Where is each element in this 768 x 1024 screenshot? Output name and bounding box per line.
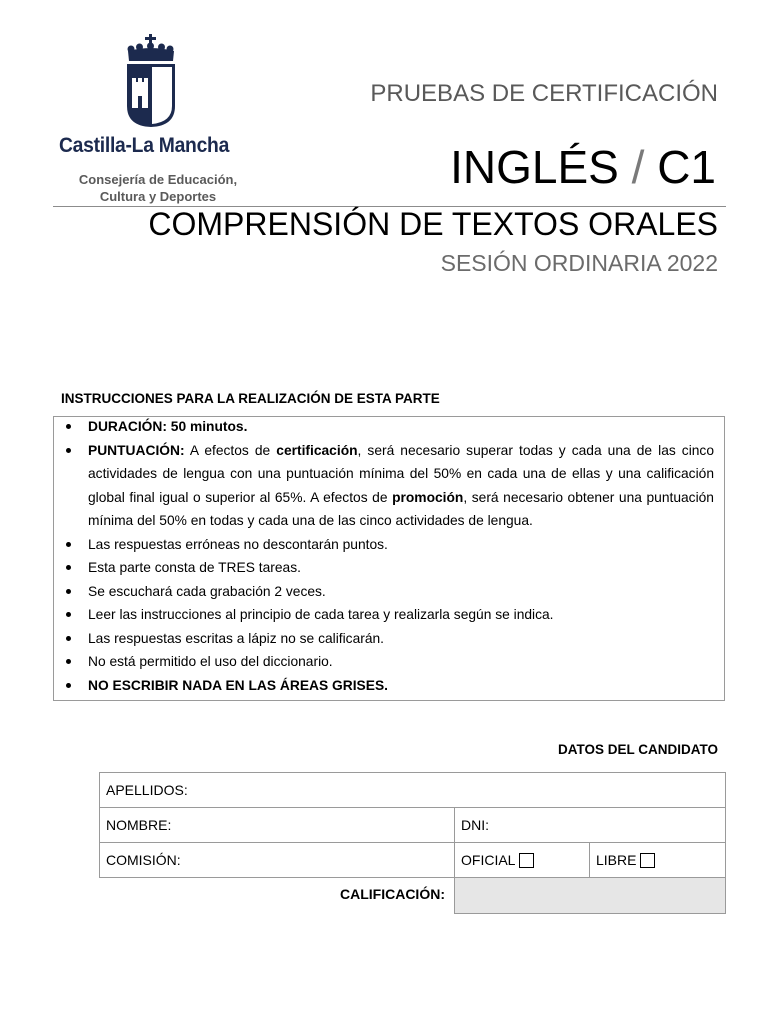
comision-label: COMISIÓN: (106, 852, 181, 868)
list-item (88, 439, 714, 533)
exam-language-level (450, 140, 716, 194)
apellidos-field[interactable] (99, 772, 726, 808)
puntuacion-bold: promoción (392, 489, 464, 505)
list-item: Las respuestas erróneas no descontarán puntos. (88, 533, 714, 557)
libre-option (589, 842, 726, 878)
puntuacion-label: PUNTUACIÓN: (88, 442, 185, 458)
apellidos-label: APELLIDOS: (106, 782, 188, 798)
org-name: Castilla-La Mancha (59, 134, 230, 157)
list-item: Leer las instrucciones al principio de cada tarea y realizarla según se indica. (88, 603, 714, 627)
org-logo (55, 34, 255, 204)
list-item: No está permitido el uso del diccionario. (88, 650, 714, 674)
section-title: COMPRENSIÓN DE TEXTOS ORALES (148, 206, 718, 242)
oficial-option (454, 842, 590, 878)
crown-shield-emblem-icon (125, 34, 177, 128)
puntuacion-text: , será necesario obtener una puntuación mínima del 50% en todas y cada una de las cinco actividades de lengua. (88, 489, 714, 528)
instructions-box (53, 416, 725, 701)
list-item (88, 415, 714, 439)
list-item: Esta parte consta de TRES tareas. (88, 556, 714, 580)
instructions-title: INSTRUCCIONES PARA LA REALIZACIÓN DE ESTA PARTE (61, 391, 440, 406)
separator: / (618, 141, 658, 193)
list-item (88, 674, 714, 698)
warning-text: NO ESCRIBIR NADA EN LAS ÁREAS GRISES. (88, 677, 388, 693)
calificacion-grey-area (454, 877, 726, 914)
nombre-label: NOMBRE: (106, 817, 172, 833)
candidate-form (99, 772, 726, 914)
dni-field[interactable] (454, 807, 726, 843)
language: INGLÉS (450, 141, 619, 193)
org-subtitle: Consejería de Educación, Cultura y Deportes (78, 172, 238, 204)
dni-label: DNI: (461, 817, 489, 833)
puntuacion-text: A efectos de (184, 442, 277, 458)
comision-field[interactable] (99, 842, 455, 878)
duracion-text: DURACIÓN: 50 minutos. (88, 419, 248, 434)
calificacion-label: CALIFICACIÓN: (340, 886, 445, 902)
libre-label: LIBRE (596, 852, 637, 868)
session-title: SESIÓN ORDINARIA 2022 (440, 250, 718, 276)
level: C1 (657, 141, 716, 193)
oficial-label: OFICIAL (461, 852, 516, 868)
list-item: Se escuchará cada grabación 2 veces. (88, 580, 714, 604)
instructions-list (54, 415, 714, 697)
puntuacion-text: , será necesario superar todas y cada una de las cinco actividades de lengua con una puntuación mínima del 50% en cada una de ellas y una calificación global final igual o superior al 65%. A efectos de (88, 442, 715, 505)
puntuacion-bold: certificación (276, 442, 358, 458)
candidate-title: DATOS DEL CANDIDATO (557, 742, 718, 757)
exam-type: PRUEBAS DE CERTIFICACIÓN (370, 80, 718, 107)
nombre-field[interactable] (99, 807, 455, 843)
list-item: Las respuestas escritas a lápiz no se calificarán. (88, 627, 714, 651)
oficial-checkbox[interactable] (519, 853, 534, 868)
libre-checkbox[interactable] (640, 853, 655, 868)
